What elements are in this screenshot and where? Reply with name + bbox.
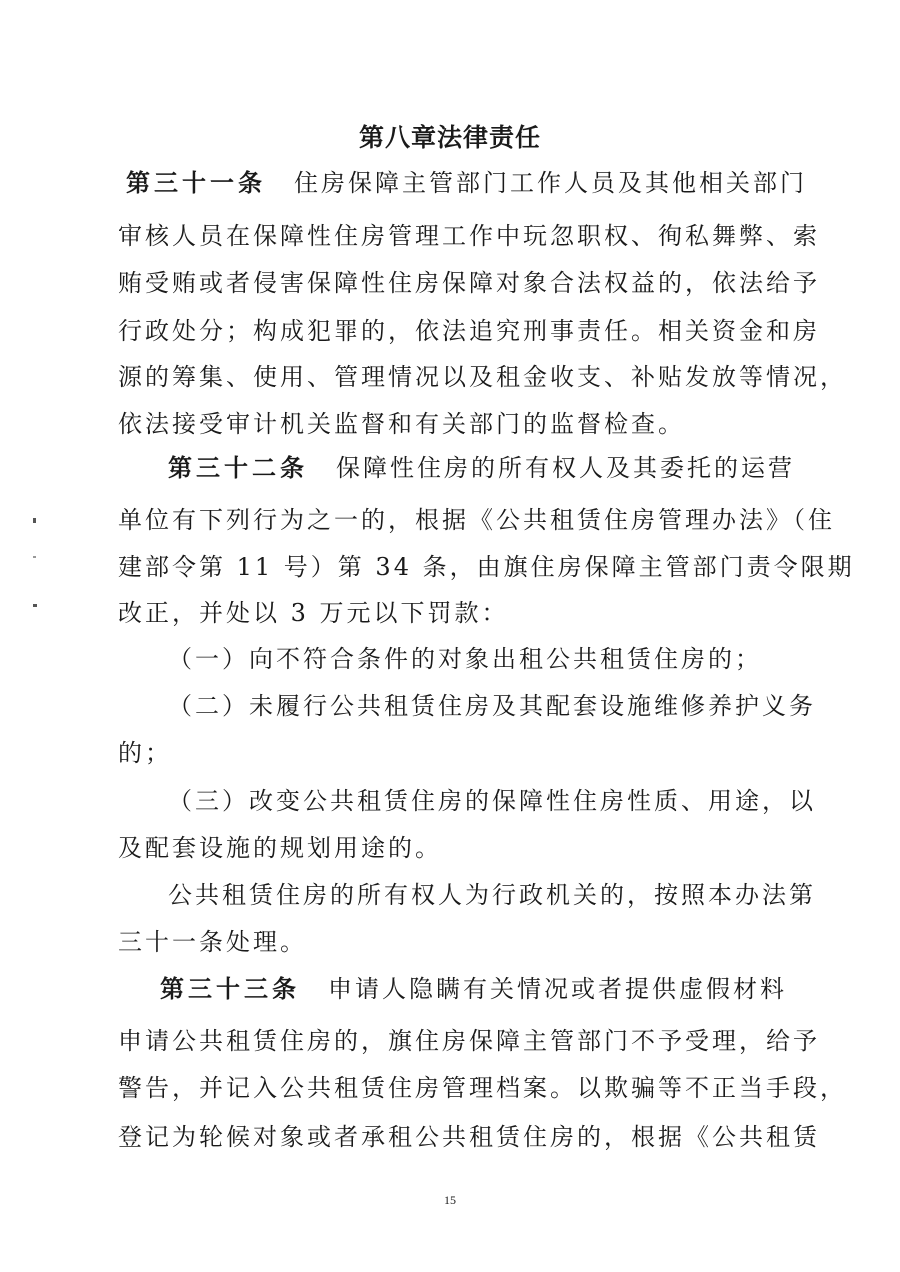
article-32-note-line-2: 三十一条处理。 (118, 928, 307, 956)
article-32-item-3: （三）改变公共租赁住房的保障性住房性质、用途，以 (168, 787, 816, 815)
article-32-note-line-1: 公共租赁住房的所有权人为行政机关的，按照本办法第 (168, 881, 816, 909)
article-33-line-1: 申请人隐瞒有关情况或者提供虚假材料 (328, 975, 787, 1003)
scan-mark (33, 604, 37, 607)
article-32-first-line (168, 453, 795, 483)
article-32-line-1: 保障性住房的所有权人及其委托的运营 (336, 454, 795, 482)
scan-mark (33, 518, 36, 523)
article-32-line-4: 改正，并处以 3 万元以下罚款： (118, 599, 509, 627)
article-31-line-5: 源的筹集、使用、管理情况以及租金收支、补贴发放等情况， (118, 363, 847, 391)
page-number: 15 (444, 1193, 456, 1207)
article-31-label: 第三十一条 (126, 169, 266, 197)
article-32-item-1: （一）向不符合条件的对象出租公共租赁住房的； (168, 645, 762, 673)
article-32-item-3-cont: 及配套设施的规划用途的。 (118, 834, 442, 862)
article-31-line-3: 贿受贿或者侵害保障性住房保障对象合法权益的，依法给予 (118, 269, 820, 297)
article-31-first-line (126, 168, 807, 198)
article-33-line-4: 登记为轮候对象或者承租公共租赁住房的，根据《公共租赁 (118, 1123, 820, 1151)
article-33-line-3: 警告，并记入公共租赁住房管理档案。以欺骗等不正当手段， (118, 1074, 847, 1102)
chapter-title: 第八章法律责任 (358, 123, 541, 152)
article-33-first-line (160, 974, 787, 1004)
article-32-item-2-cont: 的； (118, 739, 172, 767)
article-31-line-1: 住房保障主管部门工作人员及其他相关部门 (294, 169, 807, 197)
article-31-line-4: 行政处分；构成犯罪的，依法追究刑事责任。相关资金和房 (118, 317, 820, 345)
scan-mark (33, 556, 36, 558)
article-32-label: 第三十二条 (168, 454, 308, 482)
article-31-line-2: 审核人员在保障性住房管理工作中玩忽职权、徇私舞弊、索 (118, 222, 820, 250)
article-32-line-2: 单位有下列行为之一的，根据《公共租赁住房管理办法》（住 (118, 506, 835, 534)
article-33-label: 第三十三条 (160, 975, 300, 1003)
article-31-line-6: 依法接受审计机关监督和有关部门的监督检查。 (118, 410, 685, 438)
article-32-line-3: 建部令第 11 号）第 34 条，由旗住房保障主管部门责令限期 (118, 553, 855, 581)
article-32-item-2: （二）未履行公共租赁住房及其配套设施维修养护义务 (168, 692, 816, 720)
article-33-line-2: 申请公共租赁住房的，旗住房保障主管部门不予受理，给予 (118, 1027, 820, 1055)
